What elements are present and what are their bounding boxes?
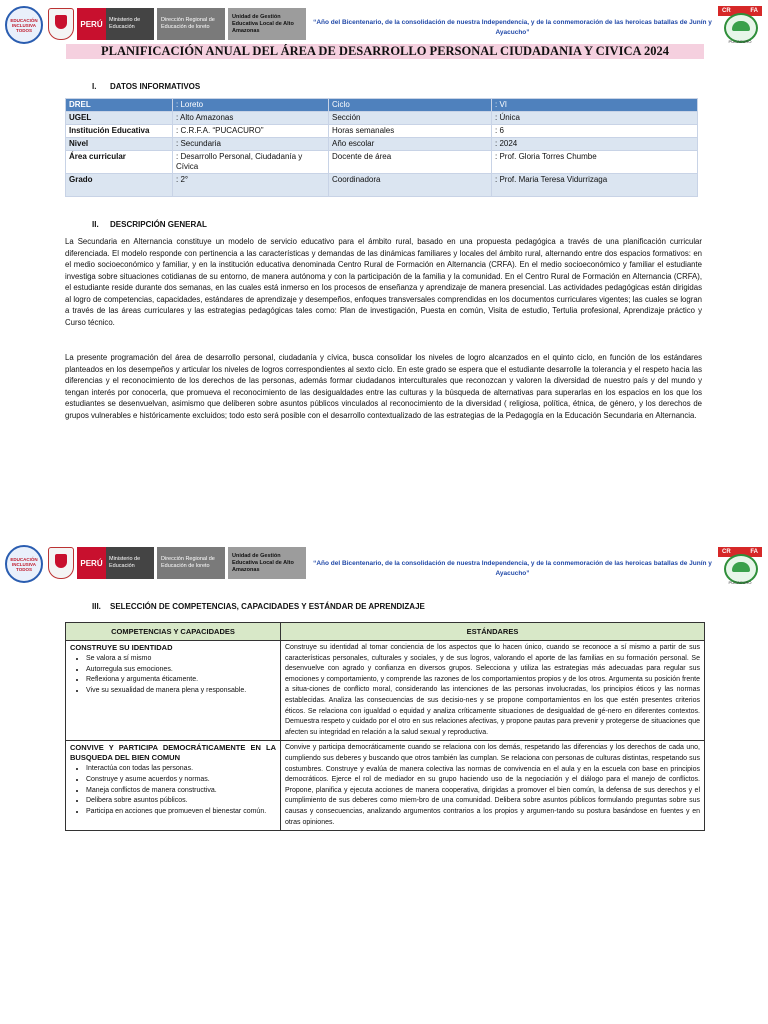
estandar-cell: Construye su identidad al tomar conciencia de los aspectos que lo hacen único, cuando se reconoce a sí mismo a partir de sus características personales, culturales y sociales, y de sus logros, valorando el aporte de las familias en su formación personal. Se desenvuelve con agrado y confianza en diversos grupos. Selecciona y utiliza las estrategias más adecuadas para regular sus emociones y comportamiento, y comprende las razones de los comportamientos propios y de los otros. Argumenta su posición frente a situa-ciones de conflicto moral, considerando las intenciones de las personas involucradas, los principios éticos y las normas establecidas. Analiza las consecuencias de sus decisio-nes y se propone comportamientos en los que estén presentes criterios éticos. Se relaciona con igualdad o equidad y analiza críticamente situaciones de desigualdad de gé-nero en diferentes contextos. Demuestra respeto y cuidado por el otro en sus relaciones afectivas, y propone pautas para prevenir y protegerse de situaciones que afecten su integridad en relación a la salud sexual y reproductiva.: [281, 641, 705, 741]
capacidad-item: • Autorregula sus emociones.: [86, 665, 276, 676]
page-header-1: [0, 4, 768, 48]
capacidad-item: • Participa en acciones que promueven el bienestar común.: [86, 807, 276, 818]
section-heading-descripcion: II. DESCRIPCIÓN GENERAL: [92, 220, 207, 229]
competencia-cell: [66, 741, 281, 831]
capacidades-list: [70, 654, 276, 696]
capacidad-item: • Reflexiona y argumenta éticamente.: [86, 675, 276, 686]
peru-label: PERÚ: [77, 8, 106, 40]
info-label: Coordinadora: [329, 174, 492, 197]
capacidad-item: • Delibera sobre asuntos públicos.: [86, 796, 276, 807]
info-label: DREL: [66, 99, 173, 112]
capacidad-item: • Maneja conflictos de manera constructiva.: [86, 786, 276, 797]
ugel-label: Unidad de Gestión Educativa Local de Alto Amazonas: [228, 547, 306, 579]
capacidad-item: • Se valora a sí mismo: [86, 654, 276, 665]
info-row: [66, 138, 698, 151]
info-label: Ciclo: [329, 99, 492, 112]
competencia-row: [66, 641, 705, 741]
section-heading-competencias: III. SELECCIÓN DE COMPETENCIAS, CAPACIDADES Y ESTÁNDAR DE APRENDIZAJE: [92, 602, 425, 611]
info-value: : Alto Amazonas: [173, 112, 329, 125]
info-label: Docente de área: [329, 151, 492, 174]
crfa-logo: CR FA PUCACURO: [718, 547, 762, 583]
ministerio-label: Ministerio de Educación: [106, 8, 154, 40]
inclusive-education-logo: EDUCACIÓN INCLUSIVA TODOS: [5, 545, 43, 583]
description-paragraph-1: La Secundaria en Alternancia constituye un modelo de servicio educativo para el ámbito rural, basado en una propuesta pedagógica a través de una planificación curricular diferenciada. El modelo responde con pertinencia a las características y demandas de las dinámicas familiares y locales del ámbito rural, alternando entre dos espacios formativos: en el medio socioeconómico y familiar, y en la institución educativa denominada Centro Rural de Formación en Alternancia (CRFA). En el medio socioeconómico y familiar el estudiante investiga sobre situaciones cotidianas de su entorno, de manera autónoma y con la participación de la familia y la comunidad. En el Centro Rural de Formación en Alternancia (CRFA), el estudiante reside durante dos semanas, en las cuales está inmerso en los procesos de enseñanza y aprendizaje de manera presencial. Las actividades pedagógicas están dirigidas al logro de competencias, capacidades, estándares de aprendizaje y desempeños, enfoques transversales comprendidas en los documentos curriculares vigentes; las cuales se logran a través de las áreas curriculares y las estrategias pedagógicas tales como: Plan de investigación, Puesta en común, Visita de estudio, Tertulia profesional, Aprendizaje práctico y Curso técnico.: [65, 237, 702, 327]
estandar-cell: Convive y participa democráticamente cuando se relaciona con los demás, respetando las diferencias y los derechos de cada uno, cumpliendo sus deberes y buscando que otros también las cumplan. Se relaciona con personas de culturas distintas, respetando sus costumbres. Construye y evalúa de manera colectiva las normas de convivencia en el aula y en la escuela con base en principios democráticos. Ejerce el rol de mediador en su grupo haciendo uso de la negociación y el diálogo para el manejo de conflictos. Propone, planifica y ejecuta acciones de manera cooperativa, dirigidas a promover el bien común, la defensa de sus derechos y el cumplimiento de sus deberes como miem-bro de una comunidad. Delibera sobre asuntos públicos formulando preguntas sobre sus causas y consecuencias, analizando argumentos contrarios a los propios y argumen-tando su postura basándose en fuentes y en otras opiniones.: [281, 741, 705, 831]
section-heading-datos: I. DATOS INFORMATIVOS: [92, 82, 201, 91]
inclusive-education-logo: EDUCACIÓN INCLUSIVA TODOS: [5, 6, 43, 44]
year-motto: “Año del Bicentenario, de la consolidación de nuestra Independencia, y de la conmemoración de las heroicas batallas de Junín y Ayacucho”: [313, 560, 712, 577]
capacidad-item: • Interactúa con todas las personas.: [86, 764, 276, 775]
capacidad-item: • Construye y asume acuerdos y normas.: [86, 775, 276, 786]
info-row: [66, 99, 698, 112]
crfa-logo: CR FA PUCACURO: [718, 6, 762, 42]
peru-label: PERÚ: [77, 547, 106, 579]
page-header-2: [0, 543, 768, 587]
direccion-label: Dirección Regional de Educación de loreto: [157, 8, 225, 40]
minedu-banner: [77, 8, 306, 40]
info-label: Año escolar: [329, 138, 492, 151]
peru-coat-of-arms-icon: [48, 8, 74, 40]
info-row: [66, 112, 698, 125]
info-label: Horas semanales: [329, 125, 492, 138]
info-row: [66, 125, 698, 138]
info-value: : 2°: [173, 174, 329, 197]
info-value: : Loreto: [173, 99, 329, 112]
col-header-competencias: COMPETENCIAS Y CAPACIDADES: [66, 623, 281, 641]
competencia-row: [66, 741, 705, 831]
peru-coat-of-arms-icon: [48, 547, 74, 579]
info-value: : Prof. Gloria Torres Chumbe: [492, 151, 698, 174]
capacidades-list: [70, 764, 276, 817]
year-motto: “Año del Bicentenario, de la consolidación de nuestra Independencia, y de la conmemoración de las heroicas batallas de Junín y Ayacucho”: [313, 19, 712, 36]
info-value: : Secundaria: [173, 138, 329, 151]
page-title: PLANIFICACIÓN ANUAL DEL ÁREA DE DESARROLLO PERSONAL CIUDADANIA Y CIVICA 2024: [66, 44, 704, 59]
ugel-label: Unidad de Gestión Educativa Local de Alto Amazonas: [228, 8, 306, 40]
info-value: : Prof. Maria Teresa Vidurrizaga: [492, 174, 698, 197]
competencias-table: [65, 622, 705, 831]
ministerio-label: Ministerio de Educación: [106, 547, 154, 579]
info-label: Grado: [66, 174, 173, 197]
info-label: Institución Educativa: [66, 125, 173, 138]
info-value: : VI: [492, 99, 698, 112]
info-value: : 6: [492, 125, 698, 138]
info-label: Sección: [329, 112, 492, 125]
competencia-title: CONVIVE Y PARTICIPA DEMOCRÁTICAMENTE EN LA BUSQUEDA DEL BIEN COMUN: [70, 743, 276, 763]
capacidad-item: • Vive su sexualidad de manera plena y responsable.: [86, 686, 276, 697]
description-paragraph-2: La presente programación del área de desarrollo personal, ciudadanía y cívica, busca consolidar los niveles de logro alcanzados en el quinto ciclo, en función de los estándares planteados en los desempeños y articular los niveles de logros correspondientes al sexto ciclo. En este grado se espera que el estudiante desarrolle la tolerancia y el respeto hacia las diferencias y el reconocimiento de los derechos de las personas, además formar ciudadanos interculturales que reconozcan y valoren la diversidad de nuestro país y del mundo y tengan interés por conocerla, que promueva el reconocimiento de las desigualdades entre las culturas y la búsqueda de alternativas para superarlas en los espacios en los que los estudiantes se desenvuelvan, asimismo que deliberen sobre asuntos públicos vinculados al reconocimiento de la diversidad ( religiosa, política, étnica, de género, y los derechos de grupos vulnerables e históricamente excluidos; todo esto será posible con el desarrollo contextualizado de las estrategias de la Pedagogía en la Educación Secundaria en Alternancia.: [65, 353, 702, 420]
competencia-cell: [66, 641, 281, 741]
col-header-estandares: ESTÁNDARES: [281, 623, 705, 641]
info-value: : C.R.F.A. “PUCACURO”: [173, 125, 329, 138]
info-value: : Única: [492, 112, 698, 125]
info-row: [66, 174, 698, 197]
competencia-title: CONSTRUYE SU IDENTIDAD: [70, 643, 173, 652]
direccion-label: Dirección Regional de Educación de loreto: [157, 547, 225, 579]
info-row: [66, 151, 698, 174]
info-value: : 2024: [492, 138, 698, 151]
info-label: Área curricular: [66, 151, 173, 174]
info-label: UGEL: [66, 112, 173, 125]
datos-informativos-table: [65, 98, 698, 197]
info-value: : Desarrollo Personal, Ciudadanía y Cívica: [173, 151, 329, 174]
minedu-banner: [77, 547, 306, 579]
info-label: Nivel: [66, 138, 173, 151]
